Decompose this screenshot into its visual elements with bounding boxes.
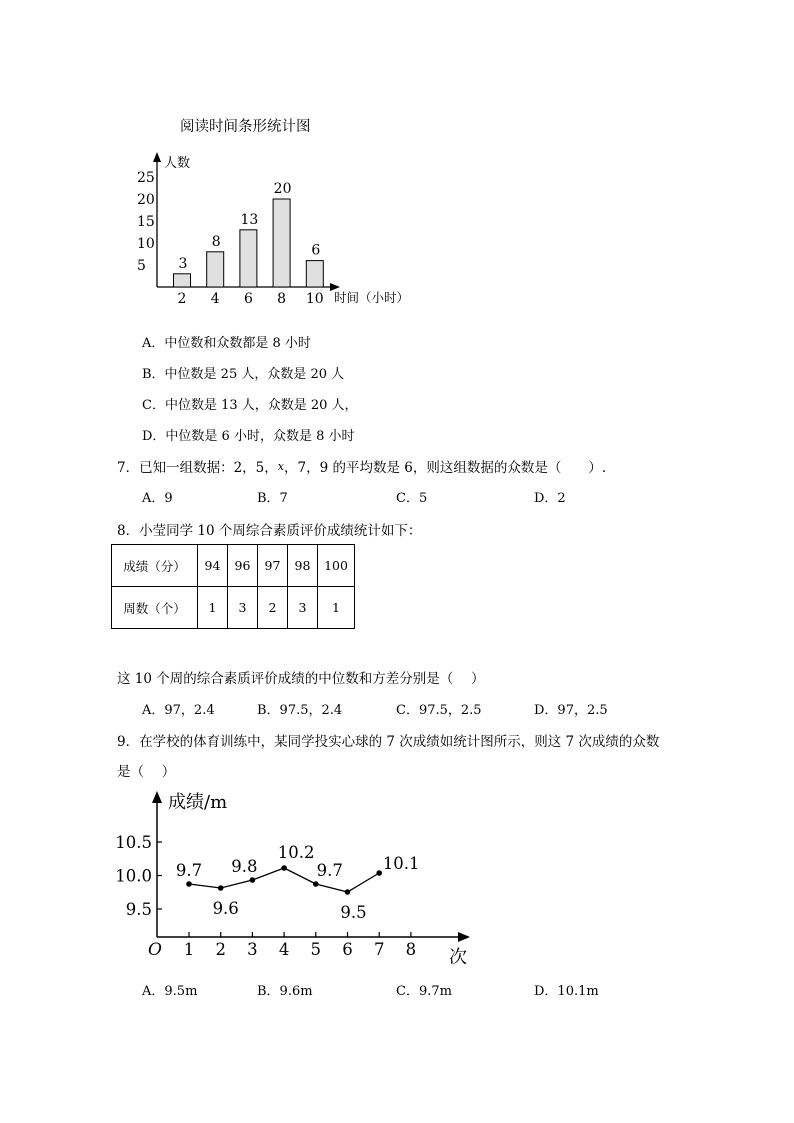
line-x-tick-label: 2 — [215, 940, 226, 959]
q7-variable: x — [277, 460, 284, 473]
bar-x-tick-label: 10 — [305, 291, 324, 307]
q6-option-b[interactable]: B．中位数是 25 人，众数是 20 人 — [142, 367, 345, 382]
bar — [306, 261, 323, 287]
bar-x-tick-label: 6 — [243, 291, 253, 307]
line-x-tick-label: 4 — [278, 940, 290, 959]
line-y-tick-label: 9.5 — [125, 900, 152, 919]
weeks-row-label: 周数（个） — [112, 587, 198, 629]
q6-option-d[interactable]: D．中位数是 6 小时，众数是 8 小时 — [142, 429, 355, 444]
q7-stem-pre: 7．已知一组数据：2，5， — [117, 460, 278, 476]
line-y-arrow — [152, 791, 162, 803]
score-cell: 97 — [258, 545, 288, 587]
q6-option-c[interactable]: C．中位数是 13 人，众数是 20 人， — [142, 398, 358, 413]
weeks-cell: 3 — [288, 587, 318, 629]
line-x-tick-label: 7 — [373, 940, 385, 959]
line-point-label: 10.2 — [277, 843, 315, 862]
q9-option-c[interactable]: C．9.7m — [396, 984, 452, 999]
q7-option-d[interactable]: D．2 — [534, 491, 566, 506]
q8-stem: 8．小莹同学 10 个周综合素质评价成绩统计如下： — [117, 523, 422, 539]
line-point — [313, 881, 319, 887]
bar-x-tick-label: 2 — [177, 291, 187, 307]
line-y-tick-label: 10.0 — [115, 866, 152, 886]
weeks-cell: 1 — [198, 587, 228, 629]
q7-option-a[interactable]: A．9 — [142, 491, 173, 506]
score-cell: 100 — [318, 545, 355, 587]
bar-y-label: 人数 — [164, 156, 191, 171]
line-y-label: 成绩/m — [168, 792, 228, 813]
bar-x-tick-label: 8 — [277, 291, 287, 307]
shot-put-line-chart — [0, 780, 794, 980]
reading-time-bar-chart — [0, 0, 794, 320]
q9-option-b[interactable]: B．9.6m — [257, 984, 313, 999]
bar-value-label: 20 — [273, 181, 292, 197]
line-x-tick-label: 5 — [310, 940, 322, 959]
line-point — [250, 877, 256, 883]
line-y-tick-label: 10.5 — [115, 833, 152, 852]
line-point — [186, 881, 192, 887]
line-x-tick-label: 1 — [183, 940, 195, 959]
bar-y-arrow — [153, 152, 161, 162]
q9-stem-line2: 是（ ） — [117, 764, 176, 780]
q8-score-table — [111, 544, 355, 629]
line-x-tick-label: 8 — [405, 940, 417, 959]
bar — [207, 252, 224, 287]
score-row-label: 成绩（分） — [112, 545, 198, 587]
line-point-label: 10.1 — [382, 854, 420, 873]
line-point-label: 9.5 — [340, 903, 367, 922]
line-x-arrow — [458, 932, 470, 942]
line-point — [376, 870, 382, 876]
line-point-label: 9.7 — [175, 861, 203, 880]
score-cell: 94 — [198, 545, 228, 587]
bar — [273, 199, 290, 287]
line-x-label: 次 — [449, 947, 467, 968]
bar-chart-title: 阅读时间条形统计图 — [180, 119, 311, 135]
q8-option-c[interactable]: C．97.5，2.5 — [396, 703, 482, 718]
q9-option-a[interactable]: A．9.5m — [142, 984, 198, 999]
line-point — [345, 889, 351, 895]
q7-stem — [117, 456, 606, 476]
q8-question: 这 10 个周的综合素质评价成绩的中位数和方差分别是（ ） — [117, 671, 485, 687]
line-x-tick-label: 6 — [342, 940, 353, 959]
line-point-label: 9.6 — [212, 899, 239, 918]
line-point-label: 9.7 — [316, 861, 343, 880]
bar-value-label: 6 — [311, 242, 321, 259]
q9-stem-line1: 9．在学校的体育训练中，某同学投实心球的 7 次成绩如统计图所示，则这 7 次成绩的众数 — [117, 734, 660, 750]
score-cell: 98 — [288, 545, 318, 587]
bar-y-tick-label: 10 — [137, 236, 155, 252]
bar-y-tick-label: 15 — [137, 214, 155, 230]
bar — [174, 274, 191, 287]
weeks-cell: 1 — [318, 587, 355, 629]
line-x-tick-label: 3 — [247, 940, 258, 959]
q7-stem-post: ，7，9 的平均数是 6，则这组数据的众数是（ ）. — [284, 460, 607, 476]
q6-option-a[interactable]: A．中位数和众数都是 8 小时 — [142, 336, 311, 351]
q7-option-c[interactable]: C．5 — [396, 491, 428, 506]
weeks-cell: 2 — [258, 587, 288, 629]
bar-x-label: 时间（小时） — [334, 290, 410, 305]
q8-option-a[interactable]: A．97，2.4 — [142, 703, 215, 718]
bar-y-tick-label: 5 — [137, 258, 146, 274]
q7-option-b[interactable]: B．7 — [257, 491, 288, 506]
q8-option-b[interactable]: B．97.5，2.4 — [257, 703, 343, 718]
table-row — [112, 587, 355, 629]
bar-x-tick-label: 4 — [210, 291, 220, 307]
line-point-label: 9.8 — [231, 857, 258, 876]
table-row — [112, 545, 355, 587]
line-point — [218, 885, 224, 891]
bar-y-tick-label: 20 — [137, 192, 155, 208]
weeks-cell: 3 — [228, 587, 258, 629]
line-origin-label: O — [148, 940, 162, 960]
bar-value-label: 13 — [240, 211, 259, 228]
bar-value-label: 3 — [178, 255, 188, 272]
bar — [240, 230, 257, 287]
line-series — [189, 868, 379, 892]
q8-option-d[interactable]: D．97，2.5 — [534, 703, 608, 718]
q9-option-d[interactable]: D．10.1m — [534, 984, 599, 999]
line-point — [281, 865, 287, 871]
bar-y-tick-label: 25 — [137, 170, 155, 186]
score-cell: 96 — [228, 545, 258, 587]
bar-value-label: 8 — [211, 233, 221, 250]
